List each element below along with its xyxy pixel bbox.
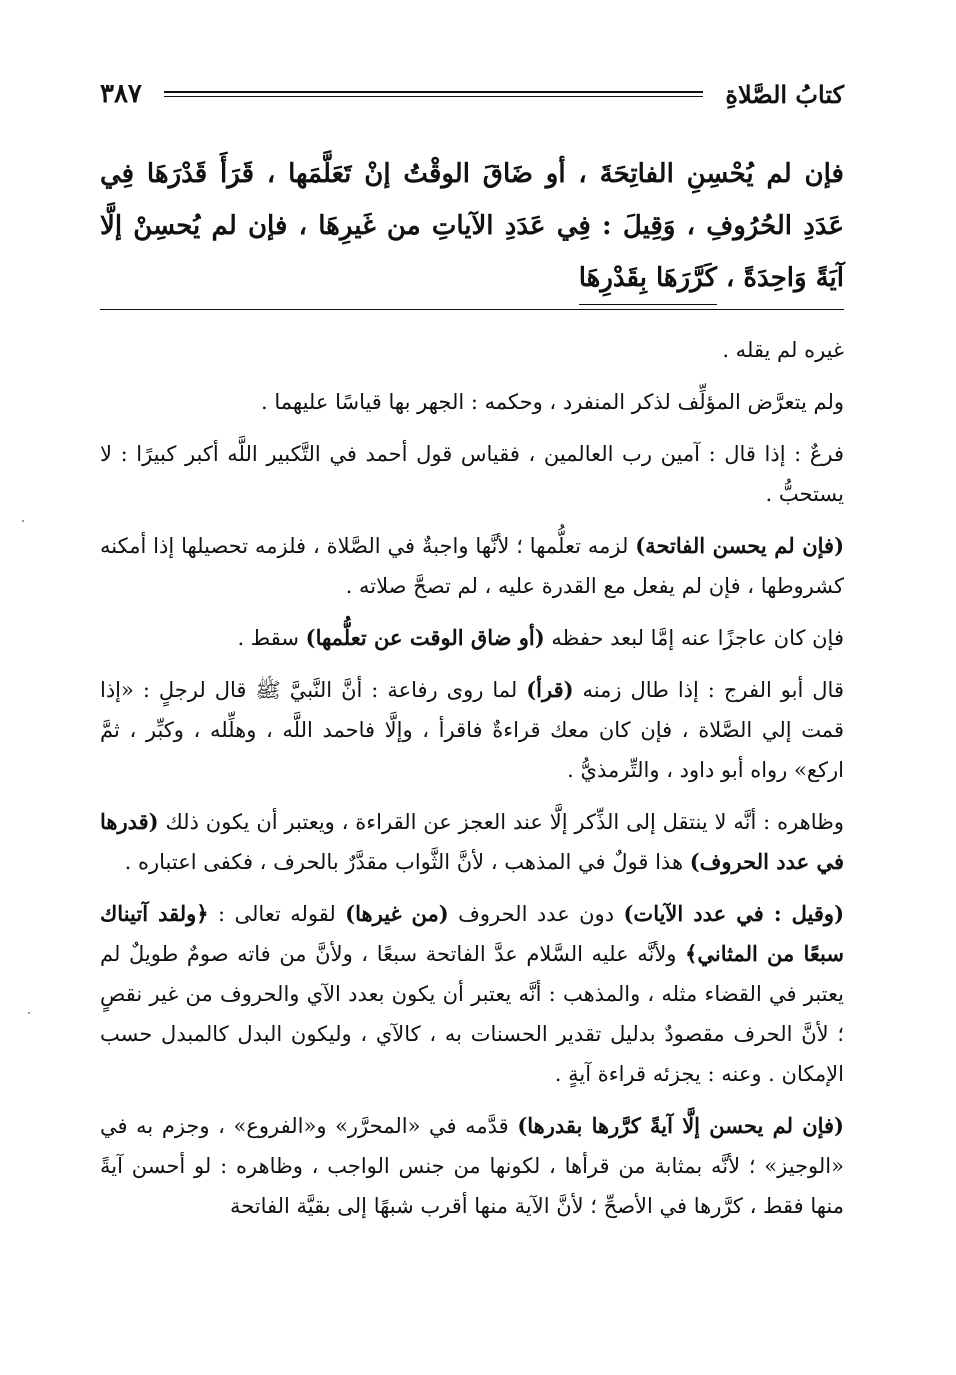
commentary-paragraph-5 bbox=[100, 618, 844, 658]
paragraph-text: دون عدد الحروف bbox=[448, 902, 624, 926]
paragraph-text: سقط . bbox=[237, 626, 306, 650]
book-title: كتابُ الصَّلاةِ bbox=[725, 79, 844, 109]
commentary-paragraph-6 bbox=[100, 670, 844, 790]
paragraph-text: فإن كان عاجزًا عنه إمَّا لبعد حفظه bbox=[544, 626, 844, 650]
paragraph-text: فرعٌ : إذا قال : آمين رب العالمين ، فقياس قول أحمد في التَّكبير اللَّه أكبر كبيرًا : لا يستحبُّ . bbox=[100, 442, 844, 506]
paragraph-text: قال أبو الفرج : إذا طال زمنه bbox=[573, 678, 844, 702]
quoted-matn: (فإن لم يحسن إلَّا آيةً كرَّرها بقدرها) bbox=[517, 1113, 844, 1138]
header-rule bbox=[164, 91, 703, 97]
running-head bbox=[100, 70, 844, 118]
quoted-matn: (قرأ) bbox=[526, 677, 574, 702]
book-page bbox=[100, 70, 844, 1320]
page-number: ٣٨٧ bbox=[100, 79, 142, 109]
paragraph-text: غيره لم يقله . bbox=[722, 338, 844, 362]
paragraph-text: هذا قولٌ في المذهب ، لأنَّ الثَّواب مقدَّرٌ بالحرف ، فكفى اعتباره . bbox=[124, 850, 690, 874]
paragraph-text: قدَّمه في «المحرَّر» و«الفروع» ، وجزم به في «الوجيز» ؛ لأنَّه بمثابة من قرأها ، لكونها من جنس الواجب ، وظاهره : لو أحسن آيةً منها فقط ، كرَّرها في الأصحِّ ؛ لأنَّ الآية منها أقرب شبهًا إلى بقيَّة الفاتحة bbox=[100, 1114, 844, 1218]
quran-verse: ﴿ولقد آتيناك سبعًا من المثاني﴾ bbox=[100, 901, 844, 966]
quoted-matn: (أو ضاق الوقت عن تعلُّمها) bbox=[305, 625, 545, 650]
paragraph-text: لما روى رفاعة : أنَّ النَّبيَّ ﷺ قال لرجلٍ : «إذا قمت إلي الصَّلاة ، فإن كان معك قراءةٌ فاقرأ ، وإلَّا فاحمد اللَّه ، وهلِّله ، وكبِّر ، ثمَّ اركع» رواه أبو داود ، والتِّرمذيُّ . bbox=[100, 678, 844, 782]
commentary-paragraph-1 bbox=[100, 330, 844, 370]
paragraph-text: ولم يتعرَّض المؤلِّف لذكر المنفرد ، وحكمه : الجهر بها قياسًا عليهما . bbox=[261, 390, 844, 414]
paragraph-text: لزمه تعلُّمها ؛ لأنَّها واجبةٌ في الصَّلاة ، فلزمه تحصيلها إذا أمكنه كشروطها ، فإن لم يفعل مع القدرة عليه ، لم تصحَّ صلاته . bbox=[100, 534, 844, 598]
scan-speck bbox=[28, 1012, 30, 1014]
matn-text-part-1: فإن لم يُحْسِنِ الفاتِحَةَ ، أو ضَاقَ الوقْتُ إنْ تَعَلَّمَها ، قَرَأَ قَدْرَهَا فِي عَدَدِ الحُرُوفِ ، وَقِيلَ : فِي عَدَدِ الآياتِ من غَيرِهَا ، فإن لم يُحسِنْ إلَّا آيَةً وَاحِدَةً ، bbox=[100, 159, 844, 293]
commentary-paragraph-3 bbox=[100, 434, 844, 514]
commentary-paragraph-9 bbox=[100, 1106, 844, 1226]
commentary bbox=[100, 330, 844, 1226]
quoted-matn: (وقيل : في عدد الآيات) bbox=[623, 901, 845, 926]
commentary-paragraph-4 bbox=[100, 526, 844, 606]
quoted-matn: (قدرها في عدد الحروف) bbox=[100, 809, 844, 874]
commentary-paragraph-2 bbox=[100, 382, 844, 422]
matn-text bbox=[100, 148, 844, 310]
quoted-matn: (فإن لم يحسن الفاتحة) bbox=[635, 533, 845, 558]
scan-speck bbox=[22, 520, 24, 522]
paragraph-text: وظاهره : أنَّه لا ينتقل إلى الذِّكر إلَّا عند العجز عن القراءة ، ويعتبر أن يكون ذلك bbox=[158, 810, 844, 834]
commentary-paragraph-8 bbox=[100, 894, 844, 1094]
commentary-paragraph-7 bbox=[100, 802, 844, 882]
matn-text-part-2: كَرَّرَهَا بِقَدْرِهَا bbox=[579, 252, 717, 305]
paragraph-text: ولأنَّه عليه السَّلام عدَّ الفاتحة سبعًا ، ولأنَّ من فاته صومٌ طويلٌ لم يعتبر في القضاء مثله ، والمذهب : أنَّه يعتبر أن يكون بعدد الآي والحروف من غير نقصٍ ؛ لأنَّ الحرف مقصودٌ بدليل تقدير الحسنات به ، كالآي ، وليكون البدل كالمبدل حسب الإمكان . وعنه : يجزئه قراءة آيةٍ . bbox=[100, 942, 844, 1086]
paragraph-text: لقوله تعالى : bbox=[208, 902, 346, 926]
quoted-matn: (من غيرها) bbox=[345, 901, 449, 926]
